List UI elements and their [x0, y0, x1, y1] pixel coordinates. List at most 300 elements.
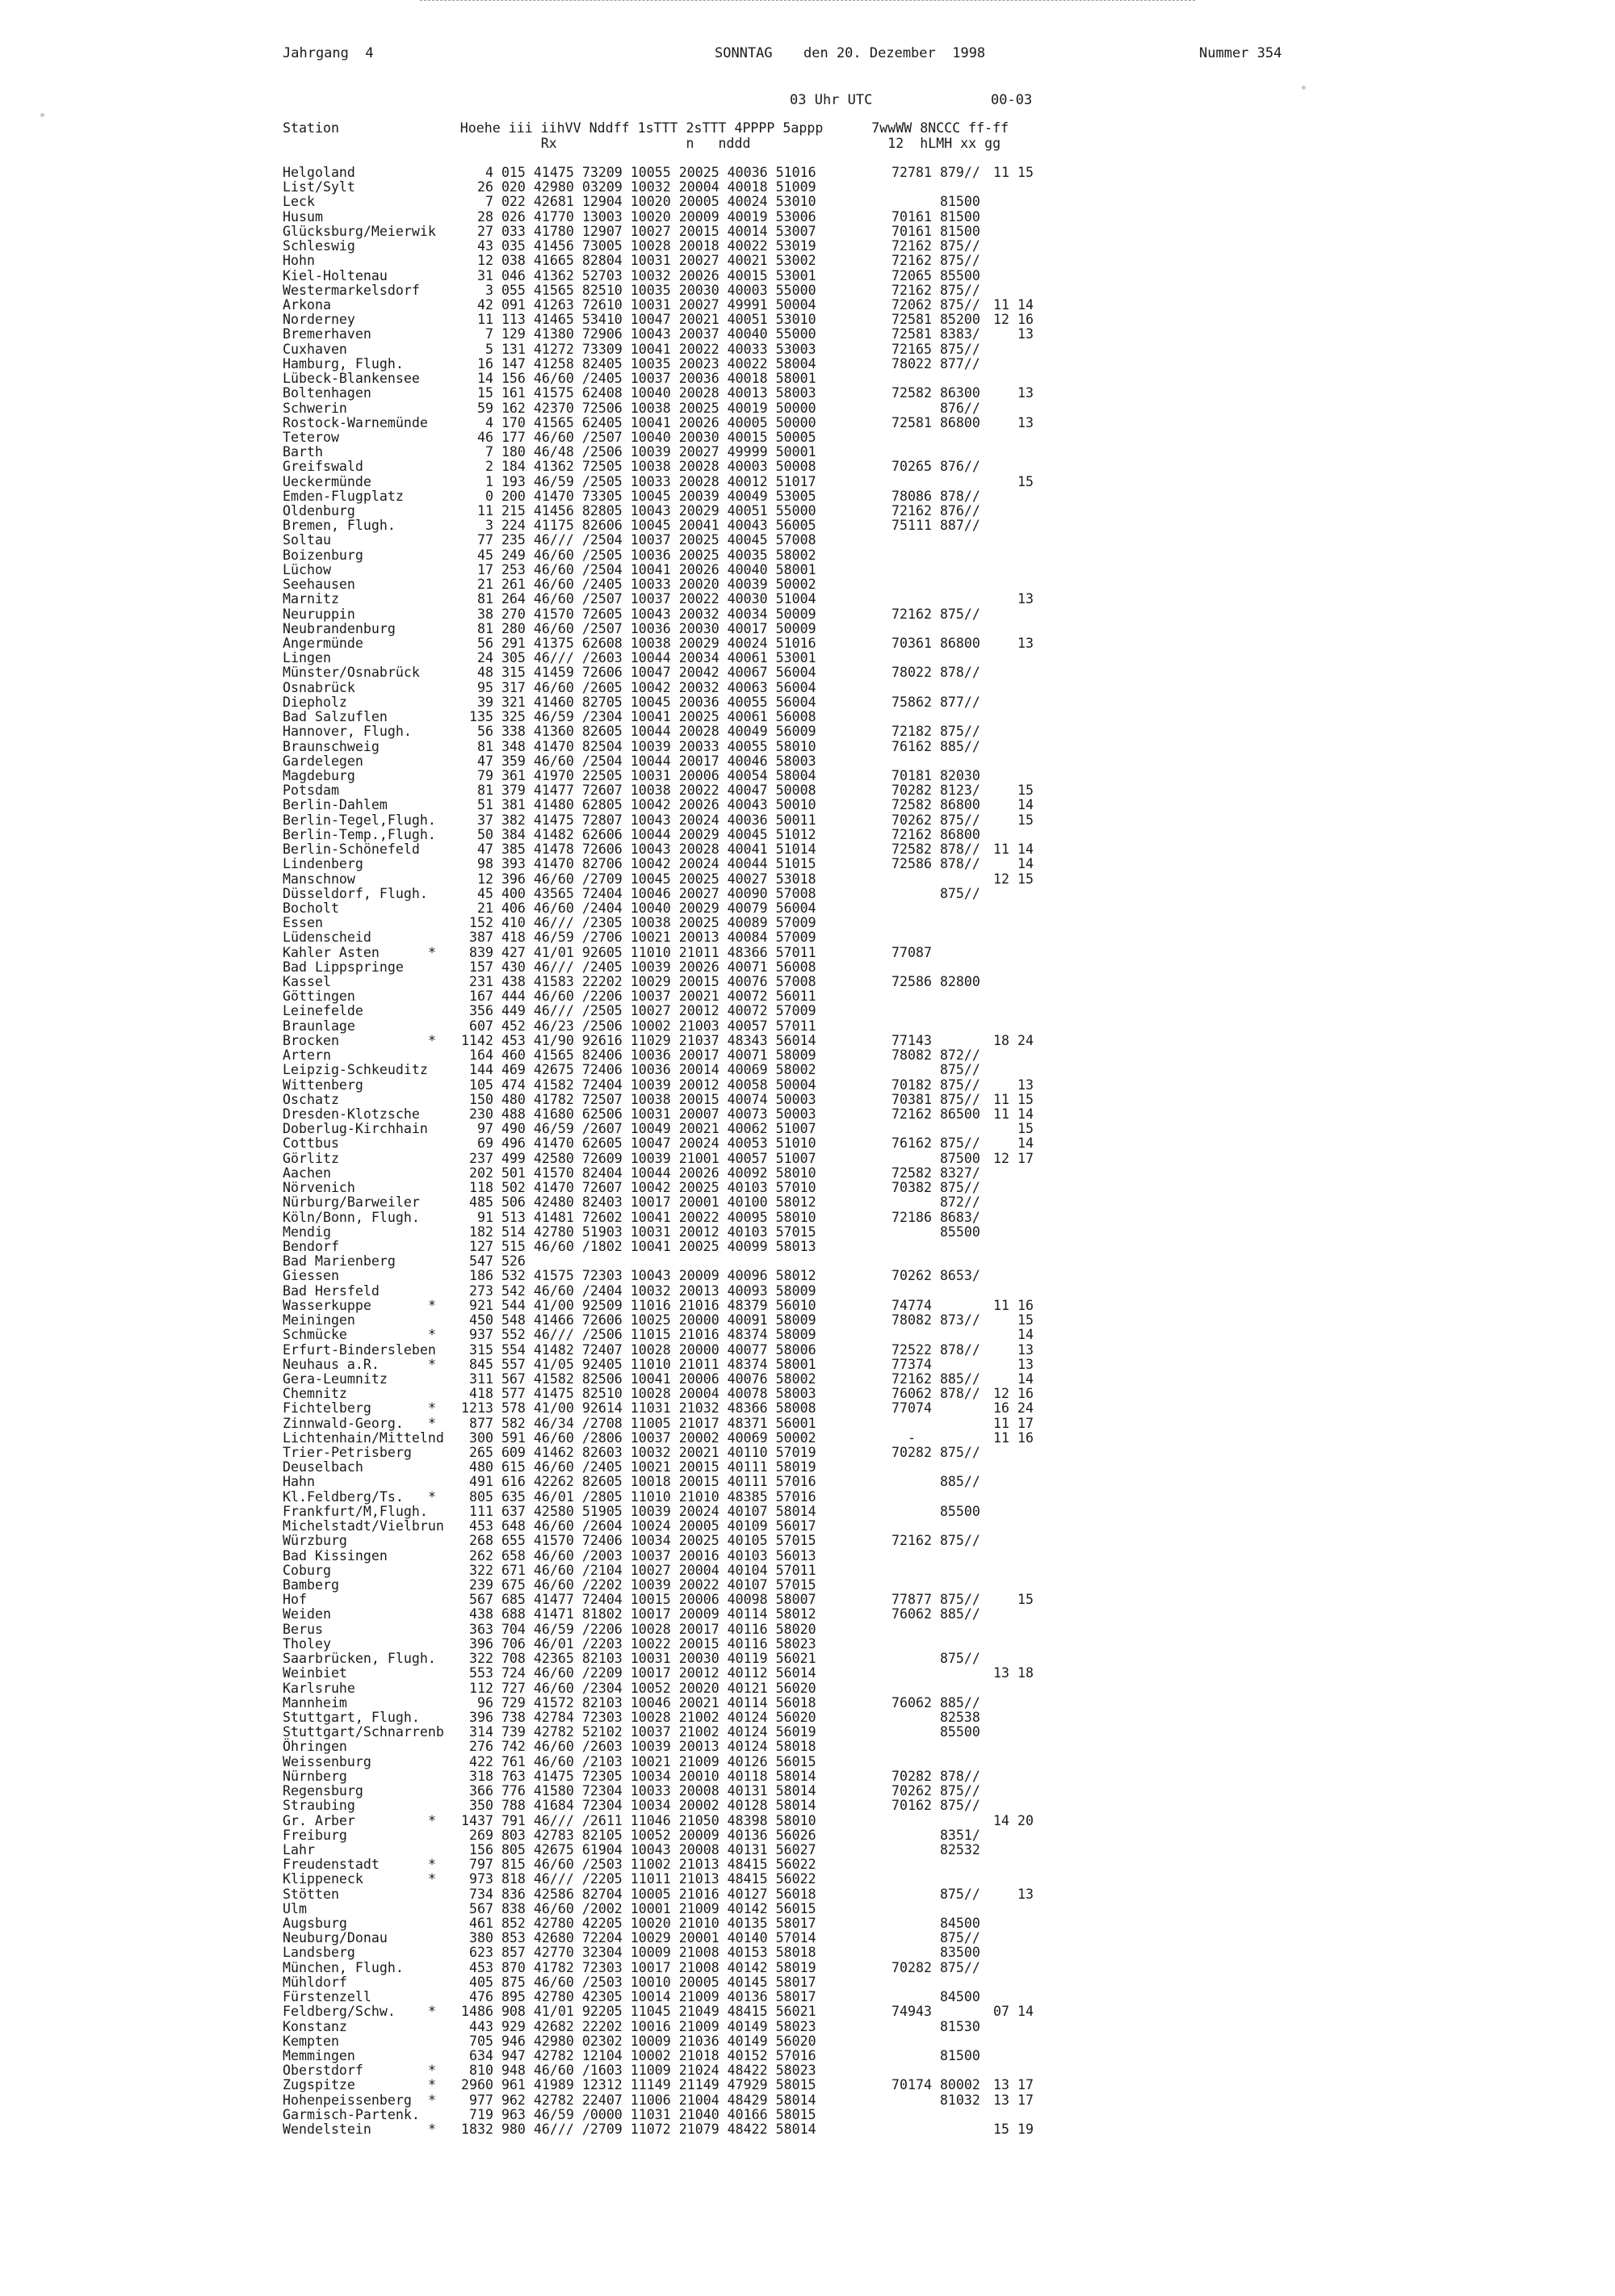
station-name: Tholey	[283, 1635, 331, 1652]
station-name: Landsberg	[283, 1945, 355, 1961]
observation-values: 16 147 41258 82405 10035 20023 40022 58004	[453, 355, 816, 371]
weather-cloud-values: 72581 86800	[891, 414, 980, 430]
observation-values: 405 875 46/60 /2503 10010 20005 40145 58017	[453, 1974, 816, 1990]
observation-values: 797 815 46/60 /2503 11002 21013 48415 56022	[453, 1857, 816, 1873]
weather-cloud-values: 74943	[891, 2004, 932, 2020]
station-name: Weinbiet	[283, 1665, 347, 1681]
observation-values: 1213 578 41/00 92614 11031 21032 48366 58008	[453, 1400, 816, 1417]
station-name: Dresden-Klotzsche	[283, 1106, 420, 1122]
station-name: Coburg	[283, 1562, 331, 1578]
observation-values: 17 253 46/60 /2504 10041 20026 40040 58001	[453, 561, 816, 577]
observation-values: 977 962 42782 22407 11006 21004 48429 58014	[453, 2092, 816, 2108]
station-name: Cuxhaven	[283, 341, 347, 357]
weather-cloud-values: 8351/	[891, 1827, 980, 1843]
wind-gust-values: 18 24	[993, 1032, 1034, 1048]
station-name: Leipzig-Schkeuditz	[283, 1062, 428, 1078]
mountain-station-marker: *	[428, 1297, 436, 1313]
station-name: Kahler Asten	[283, 944, 380, 960]
observation-values: 81 379 41477 72607 10038 20022 40047 50008	[453, 783, 816, 799]
mountain-station-marker: *	[428, 1356, 436, 1372]
wind-gust-values: 13	[993, 414, 1034, 430]
wind-gust-values: 14	[993, 797, 1034, 813]
observation-values: 28 026 41770 13003 10020 20009 40019 53006	[453, 208, 816, 225]
station-name: Boltenhagen	[283, 385, 371, 401]
station-name: Norderney	[283, 312, 355, 328]
station-name: Oschatz	[283, 1091, 339, 1107]
weather-cloud-values: 84500	[891, 1916, 980, 1932]
weather-cloud-values: 76062 885//	[891, 1694, 980, 1710]
mountain-station-marker: *	[428, 1032, 436, 1048]
observation-values: 38 270 41570 72605 10043 20032 40034 50009	[453, 606, 816, 622]
wind-gust-values: 11 16	[993, 1429, 1034, 1446]
observation-values: 77 235 46/// /2504 10037 20025 40045 57008	[453, 532, 816, 548]
observation-values: 26 020 42980 03209 10032 20004 40018 51009	[453, 179, 816, 195]
station-name: Braunlage	[283, 1018, 355, 1034]
observation-values: 450 548 41466 72606 10025 20000 40091 58009	[453, 1312, 816, 1328]
station-name: Gardelegen	[283, 753, 363, 769]
station-name: Bad Marienberg	[283, 1253, 396, 1270]
weather-cloud-values: 81032	[891, 2092, 980, 2108]
observation-values: 12 396 46/60 /2709 10045 20025 40027 53018	[453, 871, 816, 887]
weather-cloud-values: 72582 878//	[891, 842, 980, 858]
station-name: Konstanz	[283, 2018, 347, 2034]
station-name: Wasserkuppe	[283, 1297, 371, 1313]
weather-cloud-values: 70282 875//	[891, 1959, 980, 1975]
station-name: Arkona	[283, 296, 331, 313]
weather-cloud-values: 77143	[891, 1032, 932, 1048]
observation-values: 1832 980 46/// /2709 11072 21079 48422 58014	[453, 2122, 816, 2138]
observation-values: 42 091 41263 72610 10031 20027 49991 50004	[453, 296, 816, 313]
observation-values: 387 418 46/59 /2706 10021 20013 40084 57009	[453, 930, 816, 946]
station-name: Rostock-Warnemünde	[283, 414, 428, 430]
observation-values: 45 249 46/60 /2505 10036 20025 40035 58002	[453, 547, 816, 563]
station-name: Leinefelde	[283, 1003, 363, 1019]
weather-cloud-values: 77087	[891, 944, 932, 960]
station-name: Hohenpeissenberg	[283, 2092, 412, 2108]
station-name: Potsdam	[283, 783, 339, 799]
station-name: Doberlug-Kirchhain	[283, 1121, 428, 1137]
weather-cloud-values: 70161 81500	[891, 208, 980, 225]
weather-cloud-values: 72581 8383/	[891, 326, 980, 342]
observation-values: 265 609 41462 82603 10032 20021 40110 57019	[453, 1445, 816, 1461]
station-name: Bad Hersfeld	[283, 1282, 380, 1299]
weather-cloud-values: 885//	[891, 1474, 980, 1490]
station-name: Lüchow	[283, 561, 331, 577]
observation-values: 805 635 46/01 /2805 11010 21010 48385 57016	[453, 1488, 816, 1505]
observation-values: 152 410 46/// /2305 10038 20025 40089 57009	[453, 915, 816, 931]
weather-cloud-values: 76162 875//	[891, 1135, 980, 1152]
mountain-station-marker: *	[428, 1857, 436, 1873]
observation-values: 547 526	[453, 1253, 526, 1270]
wind-gust-values: 15	[993, 1121, 1034, 1137]
observation-values: 396 706 46/01 /2203 10022 20015 40116 58023	[453, 1635, 816, 1652]
observation-values: 81 280 46/60 /2507 10036 20030 40017 50009	[453, 620, 816, 636]
observation-values: 485 506 42480 82403 10017 20001 40100 58012	[453, 1194, 816, 1211]
observation-values: 12 038 41665 82804 10031 20027 40021 53002	[453, 253, 816, 269]
weather-cloud-values: 72586 82800	[891, 974, 980, 990]
station-name: Stuttgart, Flugh.	[283, 1709, 420, 1725]
station-name: Klippeneck	[283, 1871, 363, 1887]
wind-gust-values: 11 16	[993, 1297, 1034, 1313]
station-name: Schleswig	[283, 238, 355, 254]
station-name: Marnitz	[283, 591, 339, 607]
observation-values: 31 046 41362 52703 10032 20026 40015 53001	[453, 267, 816, 283]
observation-values: 443 929 42682 22202 10016 21009 40149 58023	[453, 2018, 816, 2034]
station-name: Fürstenzell	[283, 1989, 371, 2005]
wind-gust-values: 12 16	[993, 1386, 1034, 1402]
observation-values: 2960 961 41989 12312 11149 21149 47929 58015	[453, 2077, 816, 2093]
station-name: Wendelstein	[283, 2122, 371, 2138]
weather-cloud-values: 875//	[891, 1651, 980, 1667]
observation-values: 461 852 42780 42205 10020 21010 40135 58017	[453, 1916, 816, 1932]
station-name: Osnabrück	[283, 679, 355, 695]
wind-gust-values: 15	[993, 473, 1034, 489]
weather-cloud-values: 70381 875//	[891, 1091, 980, 1107]
wind-gust-values: 13	[993, 591, 1034, 607]
weather-cloud-values: 70361 86800	[891, 636, 980, 651]
mountain-station-marker: *	[428, 2004, 436, 2020]
mountain-station-marker: *	[428, 1812, 436, 1828]
station-name: Lüdenscheid	[283, 930, 371, 946]
observation-values: 453 648 46/60 /2604 10024 20005 40109 56017	[453, 1518, 816, 1534]
station-name: Bad Salzuflen	[283, 709, 388, 725]
station-name: Berlin-Temp.,Flugh.	[283, 826, 436, 842]
station-name: Diepholz	[283, 694, 347, 710]
observation-values: 1437 791 46/// /2611 11046 21050 48398 58010	[453, 1812, 816, 1828]
wind-gust-values: 15 19	[993, 2122, 1034, 2138]
station-name: Soltau	[283, 532, 331, 548]
station-name: Zugspitze	[283, 2077, 355, 2093]
station-name: Neuhaus a.R.	[283, 1356, 380, 1372]
station-name: Weissenburg	[283, 1753, 371, 1769]
observation-values: 315 554 41482 72407 10028 20000 40077 58006	[453, 1341, 816, 1358]
station-name: Michelstadt/Vielbrun	[283, 1518, 444, 1534]
weekday-label: SONNTAG	[715, 45, 773, 61]
observation-values: 47 359 46/60 /2504 10044 20017 40046 58003	[453, 753, 816, 769]
station-name: München, Flugh.	[283, 1959, 404, 1975]
station-name: Oldenburg	[283, 503, 355, 519]
station-name: Greifswald	[283, 459, 363, 475]
station-name: Aachen	[283, 1165, 331, 1181]
weather-cloud-values: 70182 875//	[891, 1077, 980, 1093]
station-name: Bendorf	[283, 1238, 339, 1254]
weather-cloud-values: 78022 878//	[891, 665, 980, 681]
station-name: Trier-Petrisberg	[283, 1445, 412, 1461]
weather-cloud-values: 72162 875//	[891, 282, 980, 298]
observation-values: 422 761 46/60 /2103 10021 21009 40126 56015	[453, 1753, 816, 1769]
station-name: Hahn	[283, 1474, 315, 1490]
observation-values: 1 193 46/59 /2505 10033 20028 40012 51017	[453, 473, 816, 489]
hour-range: 00-03	[991, 92, 1033, 108]
observation-values: 380 853 42680 72204 10029 20001 40140 57014	[453, 1930, 816, 1946]
station-name: Kl.Feldberg/Ts.	[283, 1488, 404, 1505]
weather-cloud-values: 70282 878//	[891, 1768, 980, 1784]
issue-number: Nummer 354	[1199, 45, 1282, 61]
wind-gust-values: 11 14	[993, 296, 1034, 313]
station-name: Lingen	[283, 650, 331, 666]
observation-values: 59 162 42370 72506 10038 20025 40019 50000	[453, 400, 816, 416]
wind-gust-values: 11 14	[993, 842, 1034, 858]
weather-cloud-values: 872//	[891, 1194, 980, 1211]
station-name: Neuburg/Donau	[283, 1930, 388, 1946]
observation-values: 21 261 46/60 /2405 10033 20020 40039 50002	[453, 577, 816, 593]
weather-cloud-values: 72781 879//	[891, 165, 980, 180]
weather-cloud-values: 72586 878//	[891, 856, 980, 872]
observation-values: 47 385 41478 72606 10043 20028 40041 51014	[453, 842, 816, 858]
weather-cloud-values: 78082 872//	[891, 1047, 980, 1064]
station-name: Saarbrücken, Flugh.	[283, 1651, 436, 1667]
mountain-station-marker: *	[428, 1415, 436, 1431]
weather-cloud-values: 76062 885//	[891, 1606, 980, 1622]
station-name: Frankfurt/M,Flugh.	[283, 1503, 428, 1519]
station-name: Stötten	[283, 1886, 339, 1902]
weather-cloud-values: 70382 875//	[891, 1180, 980, 1196]
weather-cloud-values: 75111 887//	[891, 518, 980, 534]
station-name: Leck	[283, 194, 315, 210]
weather-cloud-values: 875//	[891, 1062, 980, 1078]
station-name: Artern	[283, 1047, 331, 1064]
observation-values: 14 156 46/60 /2405 10037 20036 40018 58001	[453, 371, 816, 387]
observation-values: 56 338 41360 82605 10044 20028 40049 56009	[453, 724, 816, 740]
station-name: Straubing	[283, 1798, 355, 1814]
wind-gust-values: 13	[993, 1886, 1034, 1902]
observation-values: 366 776 41580 72304 10033 20008 40131 58014	[453, 1783, 816, 1799]
wind-gust-values: 15	[993, 1592, 1034, 1608]
weather-cloud-values: 83500	[891, 1945, 980, 1961]
station-name: Fichtelberg	[283, 1400, 371, 1417]
observation-values: 237 499 42580 72609 10039 21001 40057 51007	[453, 1150, 816, 1166]
observation-values: 734 836 42586 82704 10005 21016 40127 56018	[453, 1886, 816, 1902]
station-name: Öhringen	[283, 1739, 347, 1755]
station-name: Nürnberg	[283, 1768, 347, 1784]
station-name: Memmingen	[283, 2048, 355, 2063]
station-name: Bremen, Flugh.	[283, 518, 396, 534]
date-label: den 20. Dezember 1998	[803, 45, 986, 61]
wind-gust-values: 11 17	[993, 1415, 1034, 1431]
wind-gust-values: 11 15	[993, 1091, 1034, 1107]
station-name: Barth	[283, 444, 323, 460]
observation-values: 4 170 41565 62405 10041 20026 40005 50000	[453, 414, 816, 430]
station-name: Bad Kissingen	[283, 1547, 388, 1564]
wind-gust-values: 14 20	[993, 1812, 1034, 1828]
mountain-station-marker: *	[428, 2092, 436, 2108]
observation-values: 164 460 41565 82406 10036 20017 40071 58009	[453, 1047, 816, 1064]
observation-values: 921 544 41/00 92509 11016 21016 48379 56010	[453, 1297, 816, 1313]
station-name: Hohn	[283, 253, 315, 269]
column-header	[283, 121, 1009, 151]
station-name: Braunschweig	[283, 738, 380, 754]
wind-gust-values: 14	[993, 856, 1034, 872]
wind-gust-values: 13	[993, 385, 1034, 401]
wind-gust-values: 13	[993, 1341, 1034, 1358]
wind-gust-values: 11 14	[993, 1106, 1034, 1122]
observation-values: 46 177 46/60 /2507 10040 20030 40015 50005	[453, 429, 816, 445]
weather-cloud-values: 72162 876//	[891, 503, 980, 519]
observation-values: 186 532 41575 72303 10043 20009 40096 58012	[453, 1268, 816, 1284]
observation-values: 937 552 46/// /2506 11015 21016 48374 58009	[453, 1327, 816, 1343]
observation-values: 39 321 41460 82705 10045 20036 40055 56004	[453, 694, 816, 710]
weather-cloud-values: 875//	[891, 885, 980, 901]
observation-values: 418 577 41475 82510 10028 20004 40078 58003	[453, 1386, 816, 1402]
station-name: Feldberg/Schw.	[283, 2004, 396, 2020]
observation-values: 27 033 41780 12907 10027 20015 40014 53007	[453, 223, 816, 239]
station-name: Deuselbach	[283, 1459, 363, 1475]
observation-values: 623 857 42770 32304 10009 21008 40153 58018	[453, 1945, 816, 1961]
station-name: Gera-Leumnitz	[283, 1370, 388, 1387]
weather-cloud-values: 85500	[891, 1724, 980, 1740]
station-name: Augsburg	[283, 1916, 347, 1932]
weather-cloud-values: 77374	[891, 1356, 932, 1372]
observation-values: 607 452 46/23 /2506 10002 21003 40057 57011	[453, 1018, 816, 1034]
station-name: Köln/Bonn, Flugh.	[283, 1209, 420, 1225]
observation-values: 0 200 41470 73305 10045 20039 40049 53005	[453, 488, 816, 504]
station-name: Giessen	[283, 1268, 339, 1284]
weather-cloud-values: 70262 875//	[891, 812, 980, 828]
station-name: Ulm	[283, 1900, 307, 1916]
observation-values: 973 818 46/// /2205 11011 21013 48415 56022	[453, 1871, 816, 1887]
station-name: Lahr	[283, 1841, 315, 1857]
weather-cloud-values: 81500	[891, 2048, 980, 2063]
station-name: Lübeck-Blankensee	[283, 371, 420, 387]
observation-values: 491 616 42262 82605 10018 20015 40111 57016	[453, 1474, 816, 1490]
observation-values: 43 035 41456 73005 10028 20018 40022 53019	[453, 238, 816, 254]
station-name: Chemnitz	[283, 1386, 347, 1402]
station-name: Bad Lippspringe	[283, 959, 404, 975]
observation-values: 810 948 46/60 /1603 11009 21024 48422 58023	[453, 2063, 816, 2079]
station-name: Gr. Arber	[283, 1812, 355, 1828]
station-name: Westermarkelsdorf	[283, 282, 420, 298]
station-name: Göttingen	[283, 988, 355, 1005]
observation-values: 634 947 42782 12104 10002 21018 40152 57016	[453, 2048, 816, 2063]
mountain-station-marker: *	[428, 2077, 436, 2093]
station-name: Kiel-Holtenau	[283, 267, 388, 283]
weather-cloud-values: 72582 86300	[891, 385, 980, 401]
station-name: Schmücke	[283, 1327, 347, 1343]
observation-values: 350 788 41684 72304 10034 20002 40128 58014	[453, 1798, 816, 1814]
observation-values: 4 015 41475 73209 10055 20025 40036 51016	[453, 165, 816, 180]
station-name: Wittenberg	[283, 1077, 363, 1093]
weather-cloud-values: 70282 8123/	[891, 783, 980, 799]
weather-cloud-values: 70161 81500	[891, 223, 980, 239]
wind-gust-values: 11 15	[993, 165, 1034, 180]
station-name: Mannheim	[283, 1694, 347, 1710]
weather-cloud-values: 76062 878//	[891, 1386, 980, 1402]
observation-values: 356 449 46/// /2505 10027 20012 40072 57009	[453, 1003, 816, 1019]
observation-values: 839 427 41/01 92605 11010 21011 48366 57011	[453, 944, 816, 960]
observation-values: 50 384 41482 62606 10044 20029 40045 51012	[453, 826, 816, 842]
mountain-station-marker: *	[428, 1327, 436, 1343]
weather-cloud-values: 72062 875//	[891, 296, 980, 313]
observation-values: 567 838 46/60 /2002 10001 21009 40142 56015	[453, 1900, 816, 1916]
observation-values: 311 567 41582 82506 10041 20006 40076 58002	[453, 1370, 816, 1387]
station-name: Manschnow	[283, 871, 355, 887]
top-edge-rule	[420, 0, 1195, 1]
weather-cloud-values: 875//	[891, 1930, 980, 1946]
station-name: Görlitz	[283, 1150, 339, 1166]
wind-gust-values: 07 14	[993, 2004, 1034, 2020]
station-name: Karlsruhe	[283, 1680, 355, 1696]
observation-values: 480 615 46/60 /2405 10021 20015 40111 58019	[453, 1459, 816, 1475]
station-name: List/Sylt	[283, 179, 355, 195]
station-name: Weiden	[283, 1606, 331, 1622]
station-name: Magdeburg	[283, 767, 355, 783]
station-name: Mendig	[283, 1224, 331, 1240]
station-name: Kassel	[283, 974, 331, 990]
weather-cloud-values: 75862 877//	[891, 694, 980, 710]
observation-values: 2 184 41362 72505 10038 20028 40003 50008	[453, 459, 816, 475]
observation-values: 553 724 46/60 /2209 10017 20012 40112 56014	[453, 1665, 816, 1681]
station-name: Schwerin	[283, 400, 347, 416]
weather-cloud-values: 78022 877//	[891, 355, 980, 371]
observation-values: 230 488 41680 62506 10031 20007 40073 50003	[453, 1106, 816, 1122]
weather-cloud-values: 72162 86500	[891, 1106, 980, 1122]
observation-values: 95 317 46/60 /2605 10042 20032 40063 56004	[453, 679, 816, 695]
observation-values: 182 514 42780 51903 10031 20012 40103 57015	[453, 1224, 816, 1240]
wind-gust-values: 12 17	[993, 1150, 1034, 1166]
scan-speck	[1302, 86, 1306, 90]
observation-values: 322 708 42365 82103 10031 20030 40119 56021	[453, 1651, 816, 1667]
weather-cloud-values: 72162 885//	[891, 1370, 980, 1387]
observation-values: 167 444 46/60 /2206 10037 20021 40072 56011	[453, 988, 816, 1005]
wind-gust-values: 13 18	[993, 1665, 1034, 1681]
observation-values: 79 361 41970 22505 10031 20006 40054 58004	[453, 767, 816, 783]
observation-values: 3 224 41175 82606 10045 20041 40043 56005	[453, 518, 816, 534]
station-name: Berus	[283, 1621, 323, 1637]
observation-values: 81 264 46/60 /2507 10037 20022 40030 51004	[453, 591, 816, 607]
observation-values: 363 704 46/59 /2206 10028 20017 40116 58020	[453, 1621, 816, 1637]
observation-values: 157 430 46/// /2405 10039 20026 40071 56008	[453, 959, 816, 975]
station-name: Berlin-Tegel,Flugh.	[283, 812, 436, 828]
observation-values: 156 805 42675 61904 10043 20008 40131 56027	[453, 1841, 816, 1857]
mountain-station-marker: *	[428, 2122, 436, 2138]
observation-values: 21 406 46/60 /2404 10040 20029 40079 56004	[453, 900, 816, 916]
weather-cloud-values: 74774	[891, 1297, 932, 1313]
observation-values: 112 727 46/60 /2304 10052 20020 40121 56020	[453, 1680, 816, 1696]
station-name: Seehausen	[283, 577, 355, 593]
station-name: Würzburg	[283, 1533, 347, 1549]
station-name: Nörvenich	[283, 1180, 355, 1196]
station-name: Bamberg	[283, 1577, 339, 1593]
observation-values: 300 591 46/60 /2806 10037 20002 40069 50002	[453, 1429, 816, 1446]
weather-cloud-values: 77074	[891, 1400, 932, 1417]
station-name: Lichtenhain/Mittelnd	[283, 1429, 444, 1446]
wind-gust-values: 13 17	[993, 2077, 1034, 2093]
column-header-line: Station Hoehe iii iihVV Nddff 1sTTT 2sTTT 4PPPP 5appp 7wwWW 8NCCC ff-ff	[283, 120, 1009, 136]
station-name: Garmisch-Partenk.	[283, 2106, 420, 2122]
weather-cloud-values: 81530	[891, 2018, 980, 2034]
station-name: Angermünde	[283, 636, 363, 651]
observation-values: 97 490 46/59 /2607 10049 20021 40062 51007	[453, 1121, 816, 1137]
observation-values: 476 895 42780 42305 10014 21009 40136 58017	[453, 1989, 816, 2005]
weather-cloud-values: 84500	[891, 1989, 980, 2005]
observation-values: 877 582 46/34 /2708 11005 21017 48371 56001	[453, 1415, 816, 1431]
observation-values: 276 742 46/60 /2603 10039 20013 40124 58018	[453, 1739, 816, 1755]
wind-gust-values: 13	[993, 636, 1034, 651]
weather-cloud-values: 72162 875//	[891, 606, 980, 622]
weather-cloud-values: 78082 873//	[891, 1312, 980, 1328]
observation-values: 318 763 41475 72305 10034 20010 40118 58014	[453, 1768, 816, 1784]
observation-values: 239 675 46/60 /2202 10039 20022 40107 57015	[453, 1577, 816, 1593]
observation-values: 118 502 41470 72607 10042 20025 40103 57010	[453, 1180, 816, 1196]
station-name: Neubrandenburg	[283, 620, 396, 636]
observation-values: 438 688 41471 81802 10017 20009 40114 58012	[453, 1606, 816, 1622]
observation-values: 845 557 41/05 92405 11010 21011 48374 58001	[453, 1356, 816, 1372]
weather-cloud-values: 82538	[891, 1709, 980, 1725]
weather-cloud-values: 876//	[891, 400, 980, 416]
wind-gust-values: 14	[993, 1370, 1034, 1387]
observation-values: 3 055 41565 82510 10035 20030 40003 55000	[453, 282, 816, 298]
mountain-station-marker: *	[428, 944, 436, 960]
